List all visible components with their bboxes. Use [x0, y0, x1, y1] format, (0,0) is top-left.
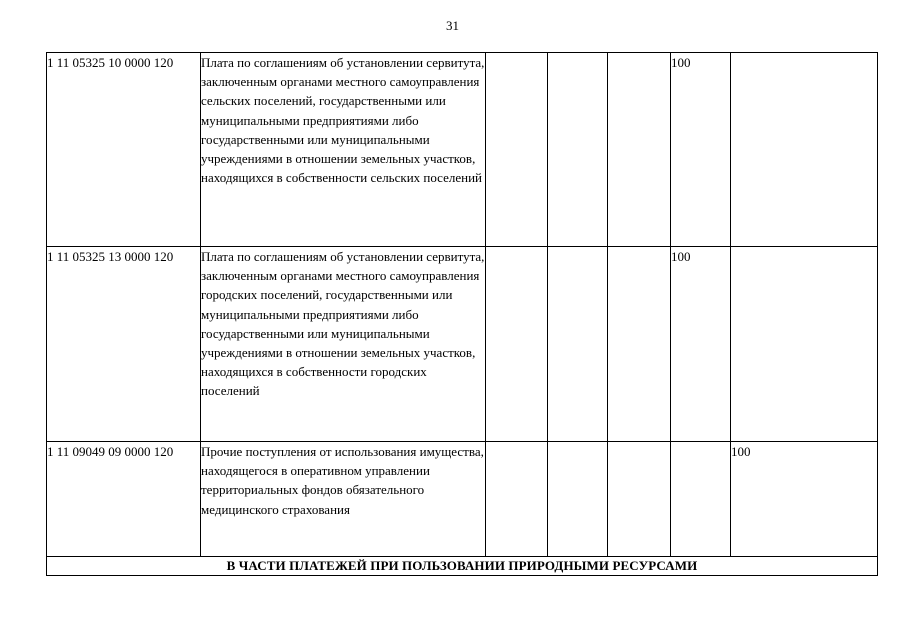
value-cell [608, 247, 671, 442]
revenue-classification-table [46, 52, 878, 576]
revenue-name-cell: Плата по соглашениям об установлении сервитута, заключенным органами местного самоуправления сельских поселений, государственными или муниципальными предприятиями либо государственными или муниципальными учреждениями в отношении земельных участков, находящихся в собственности сельских поселений [201, 53, 486, 247]
revenue-code-cell: 1 11 05325 13 0000 120 [47, 247, 201, 442]
revenue-name-cell: Плата по соглашениям об установлении сервитута, заключенным органами местного самоуправления городских поселений, государственными или муниципальными предприятиями либо государственными или муниципальными учреждениями в отношении земельных участков, находящихся в собственности городских поселений [201, 247, 486, 442]
value-cell [486, 442, 548, 557]
table-row [47, 442, 878, 557]
value-cell [486, 53, 548, 247]
value-cell: 100 [671, 247, 731, 442]
value-cell [548, 442, 608, 557]
value-cell [548, 53, 608, 247]
value-cell: 100 [731, 442, 878, 557]
section-heading: В ЧАСТИ ПЛАТЕЖЕЙ ПРИ ПОЛЬЗОВАНИИ ПРИРОДНЫМИ РЕСУРСАМИ [47, 557, 878, 576]
section-heading-row [47, 557, 878, 576]
revenue-code-cell: 1 11 09049 09 0000 120 [47, 442, 201, 557]
revenue-name-cell: Прочие поступления от использования имущества, находящегося в оперативном управлении территориальных фондов обязательного медицинского страхования [201, 442, 486, 557]
value-cell: 100 [671, 53, 731, 247]
value-cell [731, 53, 878, 247]
value-cell [731, 247, 878, 442]
table-row [47, 53, 878, 247]
value-cell [608, 53, 671, 247]
value-cell [608, 442, 671, 557]
table-row [47, 247, 878, 442]
page-number: 31 [446, 18, 459, 33]
value-cell [671, 442, 731, 557]
value-cell [486, 247, 548, 442]
value-cell [548, 247, 608, 442]
revenue-code-cell: 1 11 05325 10 0000 120 [47, 53, 201, 247]
